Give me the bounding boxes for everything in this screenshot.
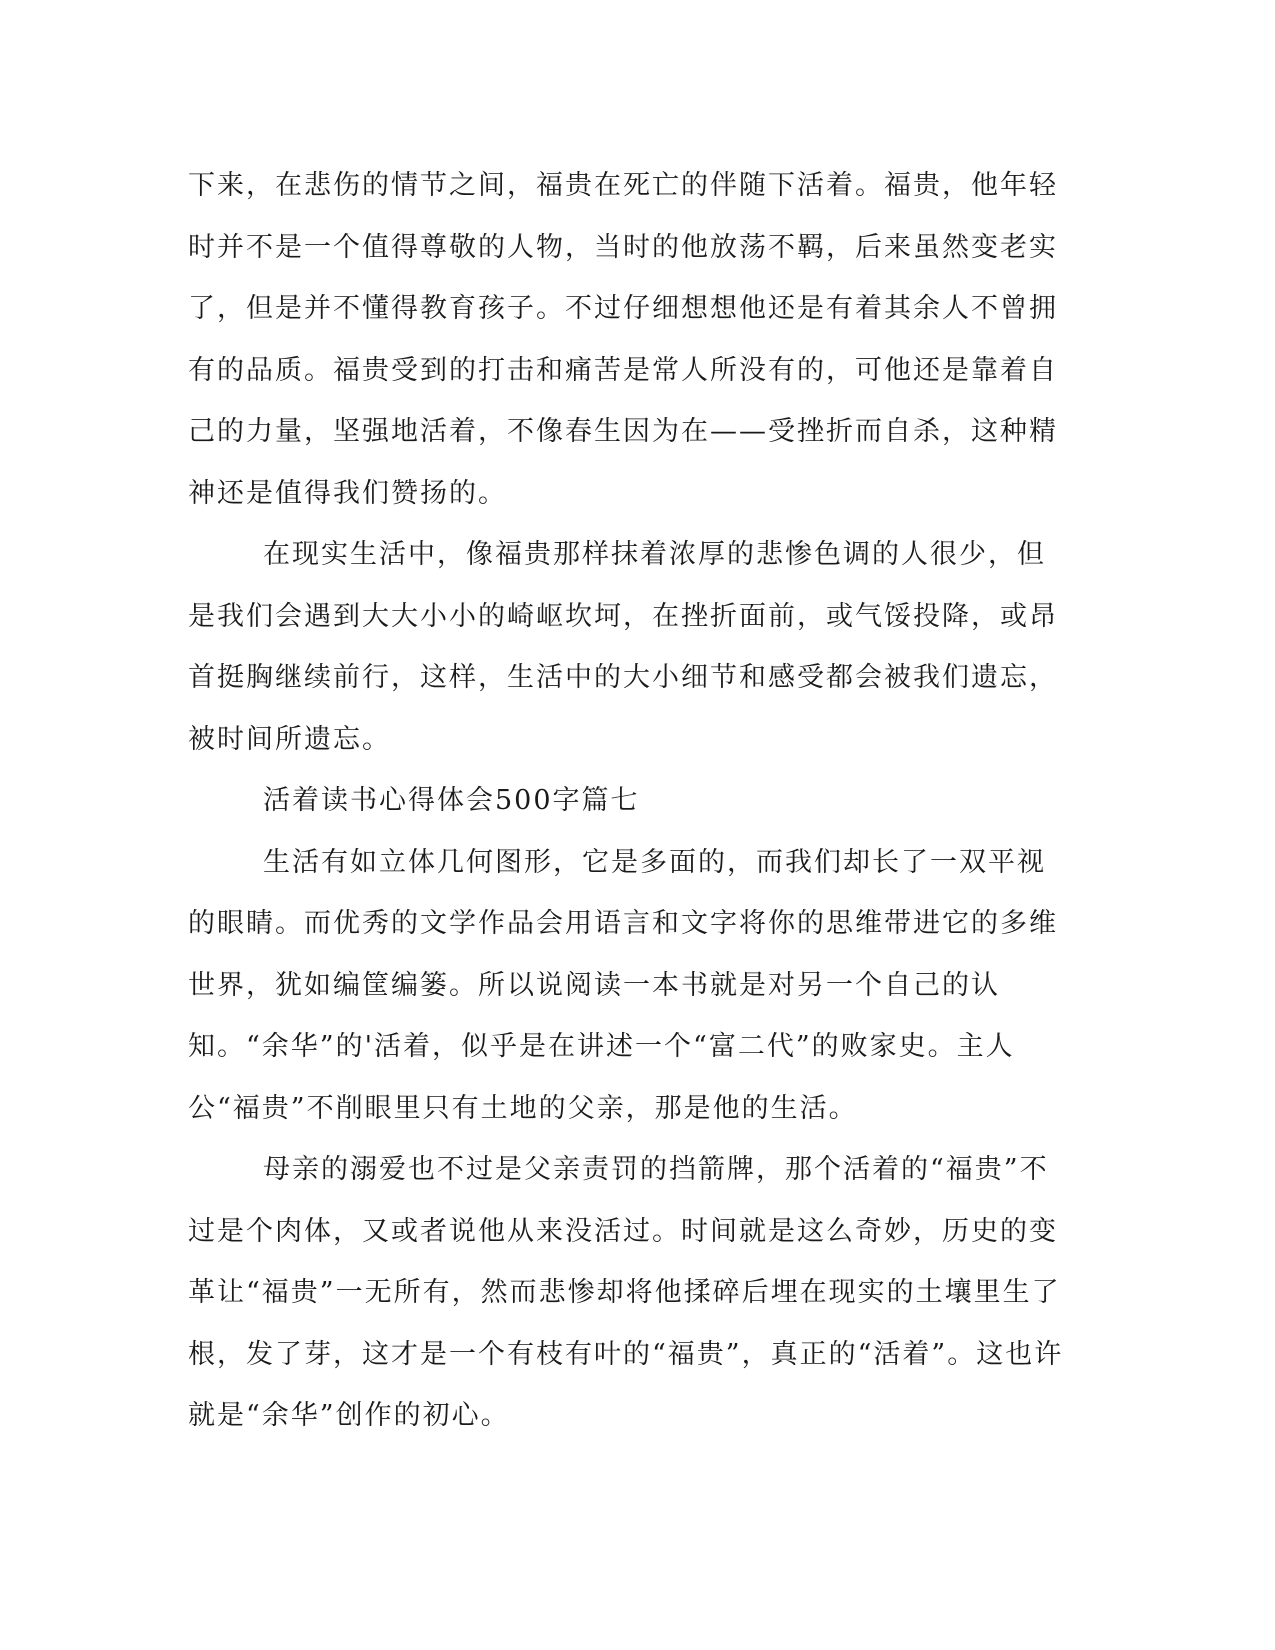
paragraph-mother: 母亲的溺爱也不过是父亲责罚的挡箭牌，那个活着的“福贵”不过是个肉体，又或者说他从来没活过。时间就是这么奇妙，历史的变革让“福贵”一无所有，然而悲惨却将他揉碎后埋在现实的土壤里生了根，发了芽，这才是一个有枝有叶的“福贵”，真正的“活着”。这也许就是“余华”创作的初心。: [188, 1154, 1064, 1431]
paragraph-reality: 在现实生活中，像福贵那样抹着浓厚的悲惨色调的人很少，但是我们会遇到大大小小的崎岖坎坷，在挫折面前，或气馁投降，或昂首挺胸继续前行，这样，生活中的大小细节和感受都会被我们遗忘，被时间所遗忘。: [188, 539, 1058, 755]
paragraph-geometry: 生活有如立体几何图形，它是多面的，而我们却长了一双平视的眼睛。而优秀的文学作品会用语言和文字将你的思维带进它的多维世界，犹如编筐编篓。所以说阅读一本书就是对另一个自己的认知。“余华”的'活着，似乎是在讲述一个“富二代”的败家史。主人公“福贵”不削眼里只有土地的父亲，那是他的生活。: [188, 846, 1058, 1124]
paragraph-continuation: 下来，在悲伤的情节之间，福贵在死亡的伴随下活着。福贵，他年轻时并不是一个值得尊敬的人物，当时的他放荡不羁，后来虽然变老实了，但是并不懂得教育孩子。不过仔细想想他还是有着其余人不曾拥有的品质。福贵受到的打击和痛苦是常人所没有的，可他还是靠着自己的力量，坚强地活着，不像春生因为在——受挫折而自杀，这种精神还是值得我们赞扬的。: [188, 170, 1058, 509]
section-heading: 活着读书心得体会500字篇七: [263, 785, 640, 816]
document-body: [188, 155, 1068, 1447]
